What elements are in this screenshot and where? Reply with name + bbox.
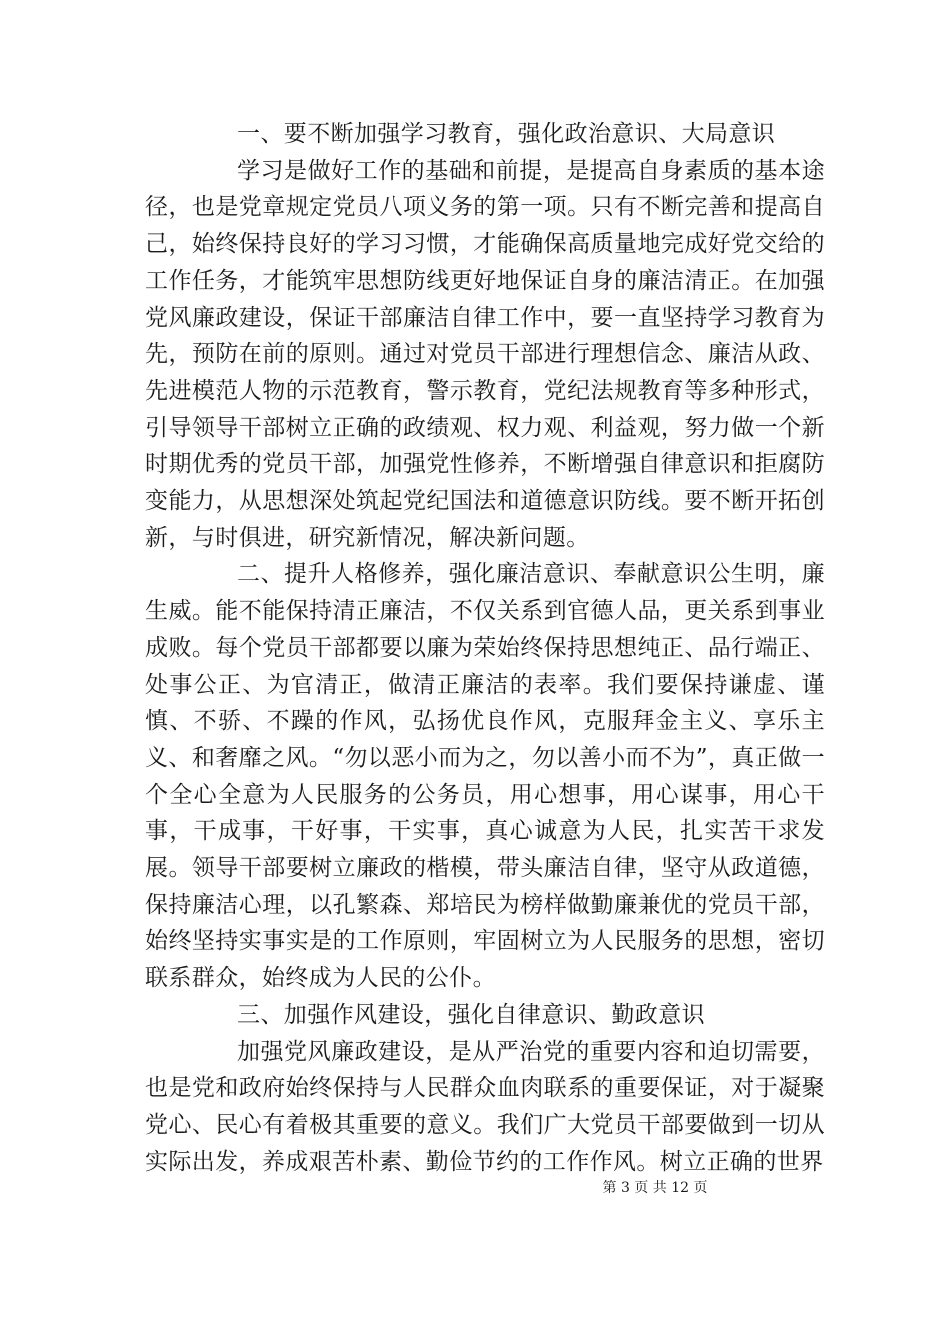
body-text xyxy=(145,116,825,1180)
paragraph-study: 学习是做好工作的基础和前提，是提高自身素质的基本途径，也是党章规定党员八项义务的第一项。只有不断完善和提高自己，始终保持良好的学习习惯，才能确保高质量地完成好党交给的工作任务，才能筑牢思想防线更好地保证自身的廉洁清正。在加强党风廉政建设，保证干部廉洁自律工作中，要一直坚持学习教育为先，预防在前的原则。通过对党员干部进行理想信念、廉洁从政、先进模范人物的示范教育，警示教育，党纪法规教育等多种形式，引导领导干部树立正确的政绩观、权力观、利益观，努力做一个新时期优秀的党员干部，加强党性修养，不断增强自律意识和拒腐防变能力，从思想深处筑起党纪国法和道德意识防线。要不断开拓创新，与时俱进，研究新情况，解决新问题。 xyxy=(145,157,825,551)
paragraph-section-2: 二、提升人格修养，强化廉洁意识、奉献意识公生明，廉生威。能不能保持清正廉洁，不仅关系到官德人品，更关系到事业成败。每个党员干部都要以廉为荣始终保持思想纯正、品行端正、处事公正、为官清正，做清正廉洁的表率。我们要保持谦虚、谨慎、不骄、不躁的作风，弘扬优良作风，克服拜金主义、享乐主义、和奢靡之风。“勿以恶小而为之，勿以善小而不为”，真正做一个全心全意为人民服务的公务员，用心想事，用心谋事，用心干事，干成事，干好事，干实事，真心诚意为人民，扎实苦干求发展。领导干部要树立廉政的楷模，带头廉洁自律，坚守从政道德，保持廉洁心理，以孔繁森、郑培民为榜样做勤廉兼优的党员干部，始终坚持实事实是的工作原则，牢固树立为人民服务的思想，密切联系群众，始终成为人民的公仆。 xyxy=(145,561,825,992)
heading-section-1: 一、要不断加强学习教育，强化政治意识、大局意识 xyxy=(237,121,776,147)
heading-section-3: 三、加强作风建设，强化自律意识、勤政意识 xyxy=(237,1001,705,1028)
page-number-footer: 第 3 页 共 12 页 xyxy=(602,1180,708,1196)
paragraph-style-building: 加强党风廉政建设，是从严治党的重要内容和迫切需要，也是党和政府始终保持与人民群众血肉联系的重要保证，对于凝聚党心、民心有着极其重要的意义。我们广大党员干部要做到一切从实际出发，养成艰苦朴素、勤俭节约的工作作风。树立正确的世界 xyxy=(145,1038,825,1175)
